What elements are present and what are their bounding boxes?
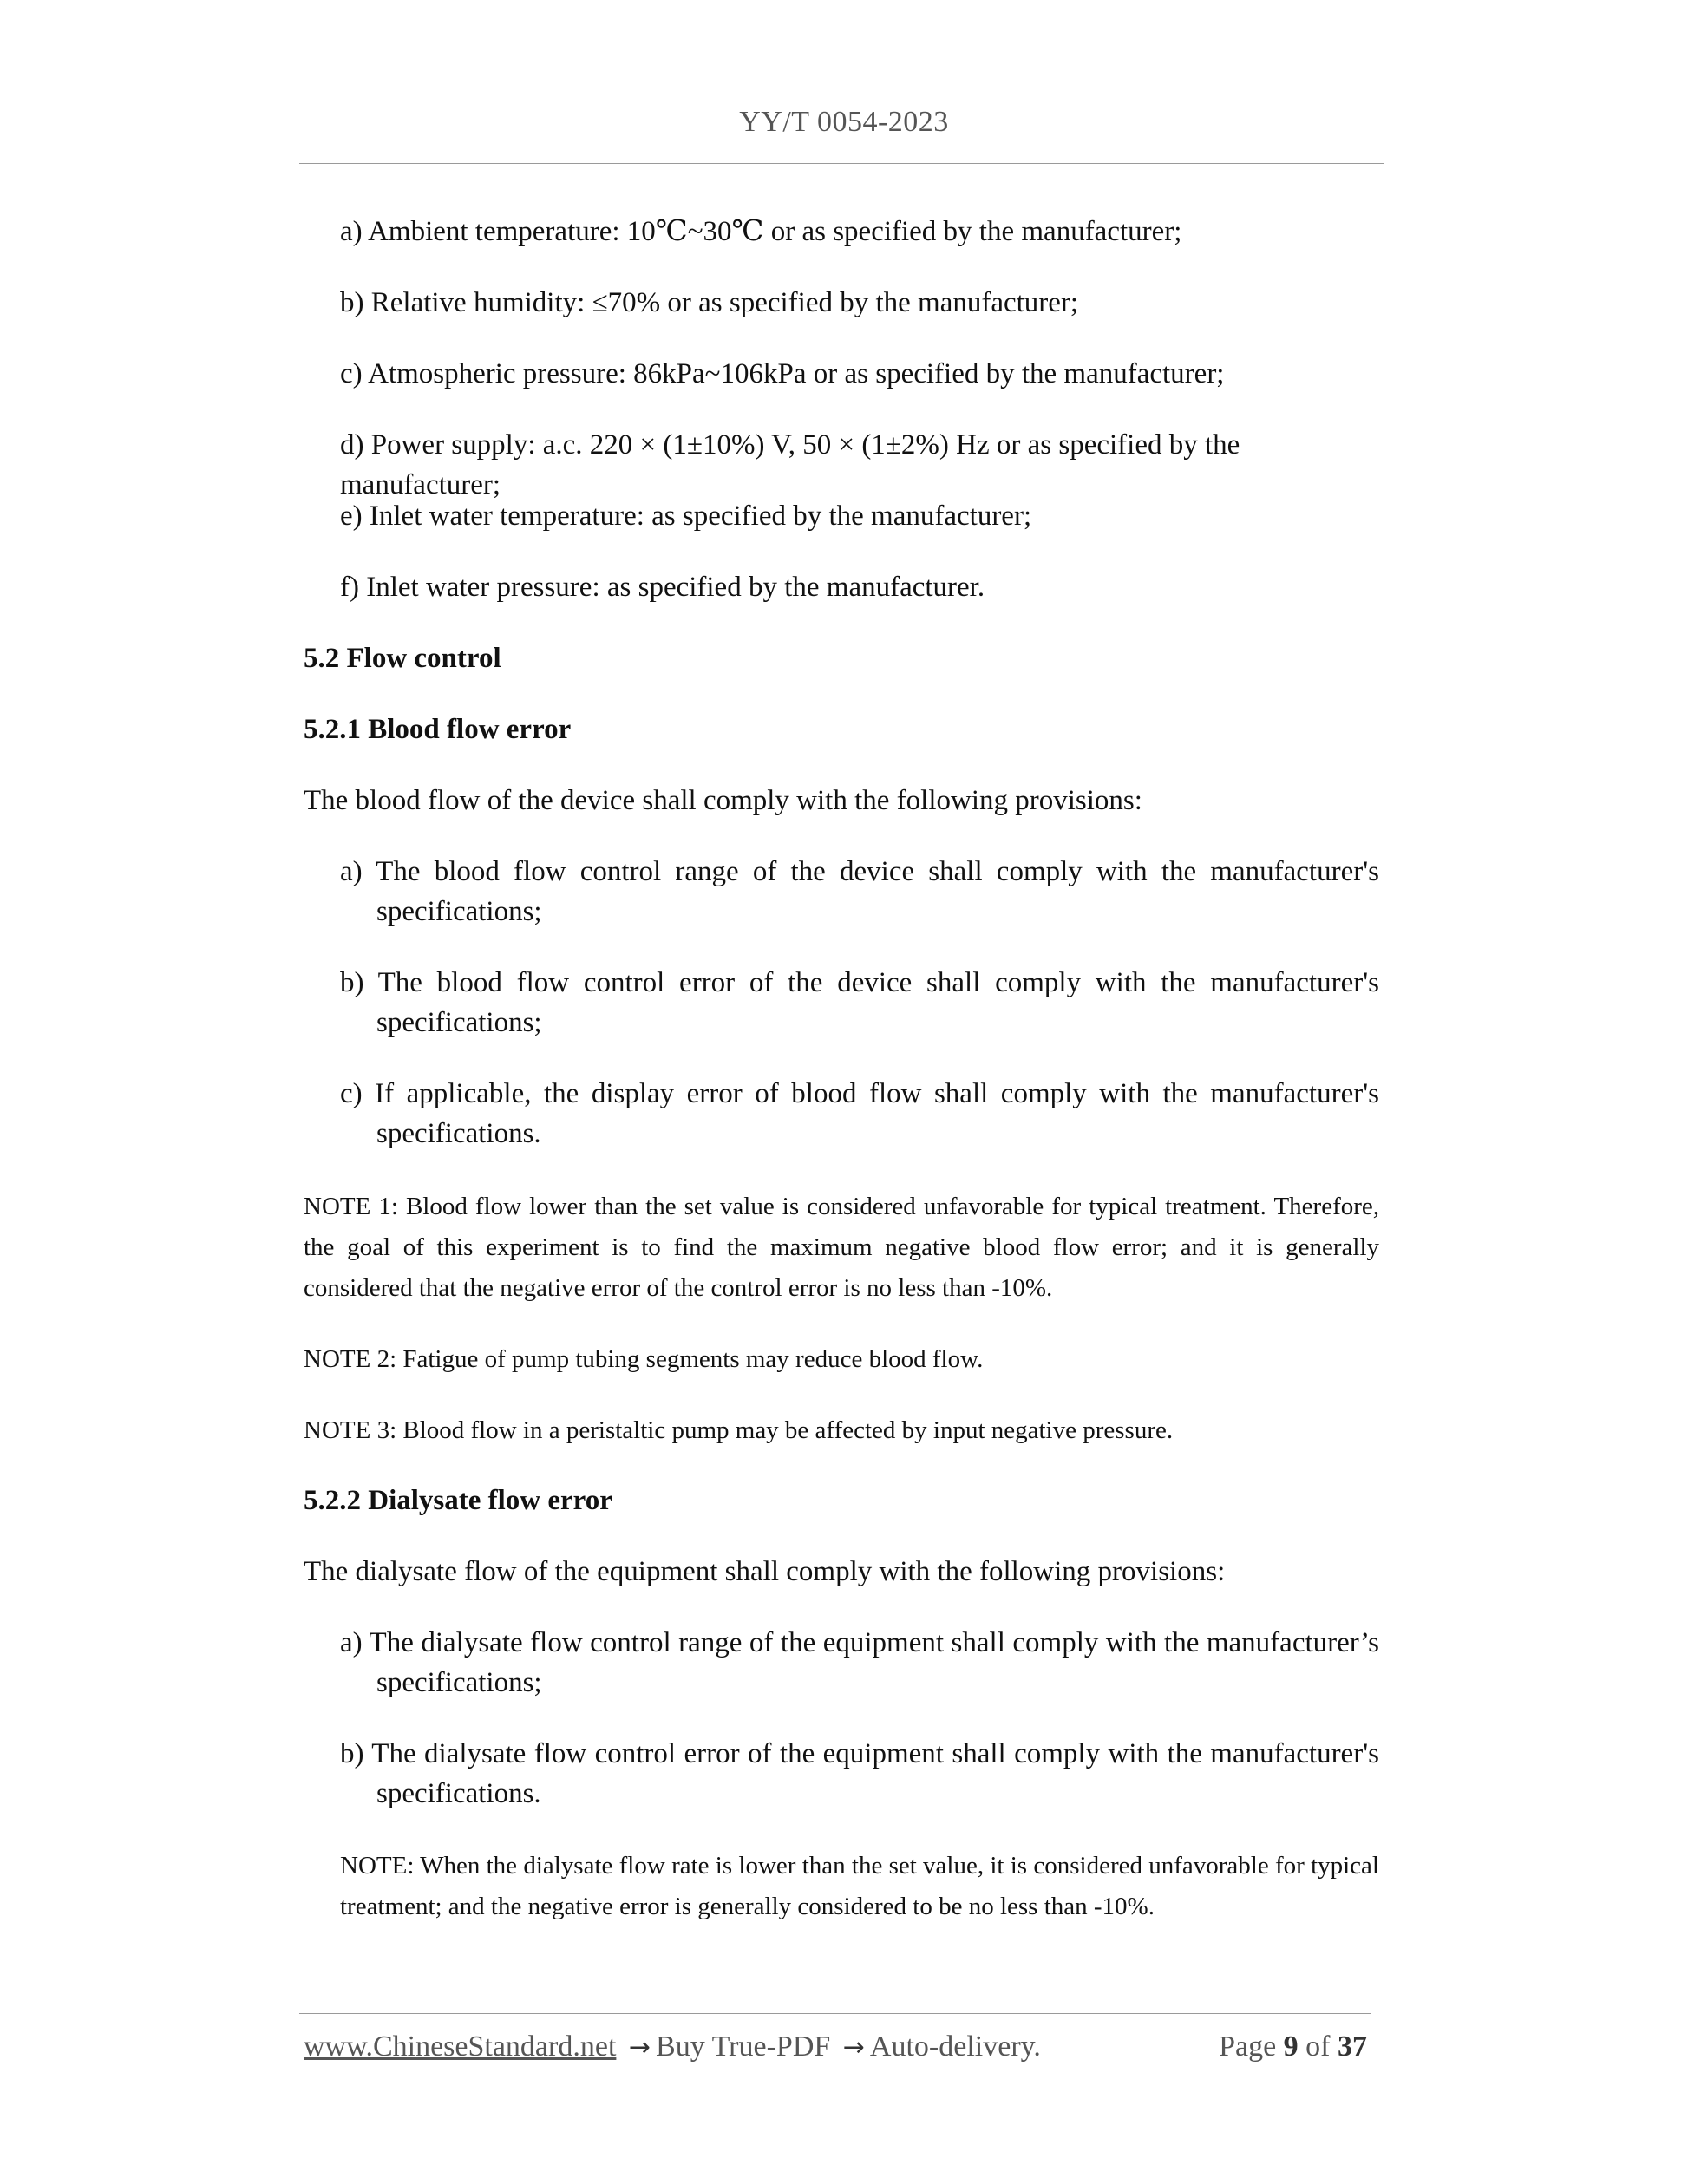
dialysate-flow-item-b-text: b) The dialysate flow control error of the equipment shall comply with the manufacturer's specifications. <box>340 1738 1379 1809</box>
website-link[interactable]: www.ChineseStandard.net <box>304 2030 617 2063</box>
arrow-right-icon: → <box>628 2032 651 2063</box>
condition-item-inlet-water-pressure: f) Inlet water pressure: as specified by the manufacturer. <box>340 572 985 603</box>
condition-item-ambient-temperature: a) Ambient temperature: 10℃~30℃ or as specified by the manufacturer; <box>340 216 1182 247</box>
dialysate-flow-note: NOTE: When the dialysate flow rate is lower than the set value, it is considered unfavorable for typical treatment; and the negative error is generally considered to be no less than -10%. <box>340 1852 1379 1920</box>
footer-promo <box>304 2030 1041 2063</box>
buy-true-pdf-text: Buy True-PDF <box>656 2030 831 2063</box>
page-indicator <box>1219 2030 1367 2063</box>
page-total: 37 <box>1338 2030 1367 2063</box>
condition-item-inlet-water-temperature: e) Inlet water temperature: as specified by the manufacturer; <box>340 500 1032 532</box>
blood-flow-item-a <box>340 852 1379 932</box>
section-heading-dialysate-flow-error: 5.2.2 Dialysate flow error <box>304 1485 612 1516</box>
section-heading-blood-flow-error: 5.2.1 Blood flow error <box>304 714 572 745</box>
dialysate-flow-item-a <box>340 1623 1379 1703</box>
section-heading-flow-control: 5.2 Flow control <box>304 643 501 674</box>
blood-flow-item-b <box>340 963 1379 1043</box>
condition-item-power-supply: d) Power supply: a.c. 220 × (1±10%) V, 50 × (1±2%) Hz or as specified by the manufacturer; <box>340 429 1240 500</box>
dialysate-flow-item-a-text: a) The dialysate flow control range of the equipment shall comply with the manufacturer’s specifications; <box>340 1627 1379 1698</box>
condition-item-atmospheric-pressure: c) Atmospheric pressure: 86kPa~106kPa or as specified by the manufacturer; <box>340 358 1225 389</box>
blood-flow-item-c <box>340 1074 1379 1154</box>
blood-flow-note-1: NOTE 1: Blood flow lower than the set value is considered unfavorable for typical treatment. Therefore, the goal of this experiment is to find the maximum negative blood flow error; and it is generally considered that the negative error of the control error is no less than -10%. <box>304 1193 1379 1302</box>
blood-flow-item-a-text: a) The blood flow control range of the device shall comply with the manufacturer's specifications; <box>340 856 1379 927</box>
header-divider <box>299 163 1384 164</box>
blood-flow-item-b-text: b) The blood flow control error of the device shall comply with the manufacturer's specifications; <box>340 967 1379 1038</box>
dialysate-flow-intro: The dialysate flow of the equipment shall comply with the following provisions: <box>304 1556 1226 1587</box>
blood-flow-note-3: NOTE 3: Blood flow in a peristaltic pump may be affected by input negative pressure. <box>304 1416 1174 1444</box>
footer-divider <box>299 2013 1371 2014</box>
page-label: Page <box>1219 2030 1277 2063</box>
header-standard-number: YY/T 0054-2023 <box>739 106 949 138</box>
arrow-right-icon: → <box>842 2032 865 2063</box>
dialysate-flow-item-b <box>340 1734 1379 1814</box>
of-label: of <box>1305 2030 1331 2063</box>
blood-flow-note-2: NOTE 2: Fatigue of pump tubing segments may reduce blood flow. <box>304 1345 984 1373</box>
auto-delivery-text: Auto-delivery. <box>869 2030 1041 2063</box>
page-number: 9 <box>1283 2030 1299 2063</box>
blood-flow-item-c-text: c) If applicable, the display error of blood flow shall comply with the manufacturer's specifications. <box>340 1078 1379 1149</box>
condition-item-relative-humidity: b) Relative humidity: ≤70% or as specified by the manufacturer; <box>340 287 1079 318</box>
blood-flow-intro: The blood flow of the device shall comply with the following provisions: <box>304 785 1142 816</box>
